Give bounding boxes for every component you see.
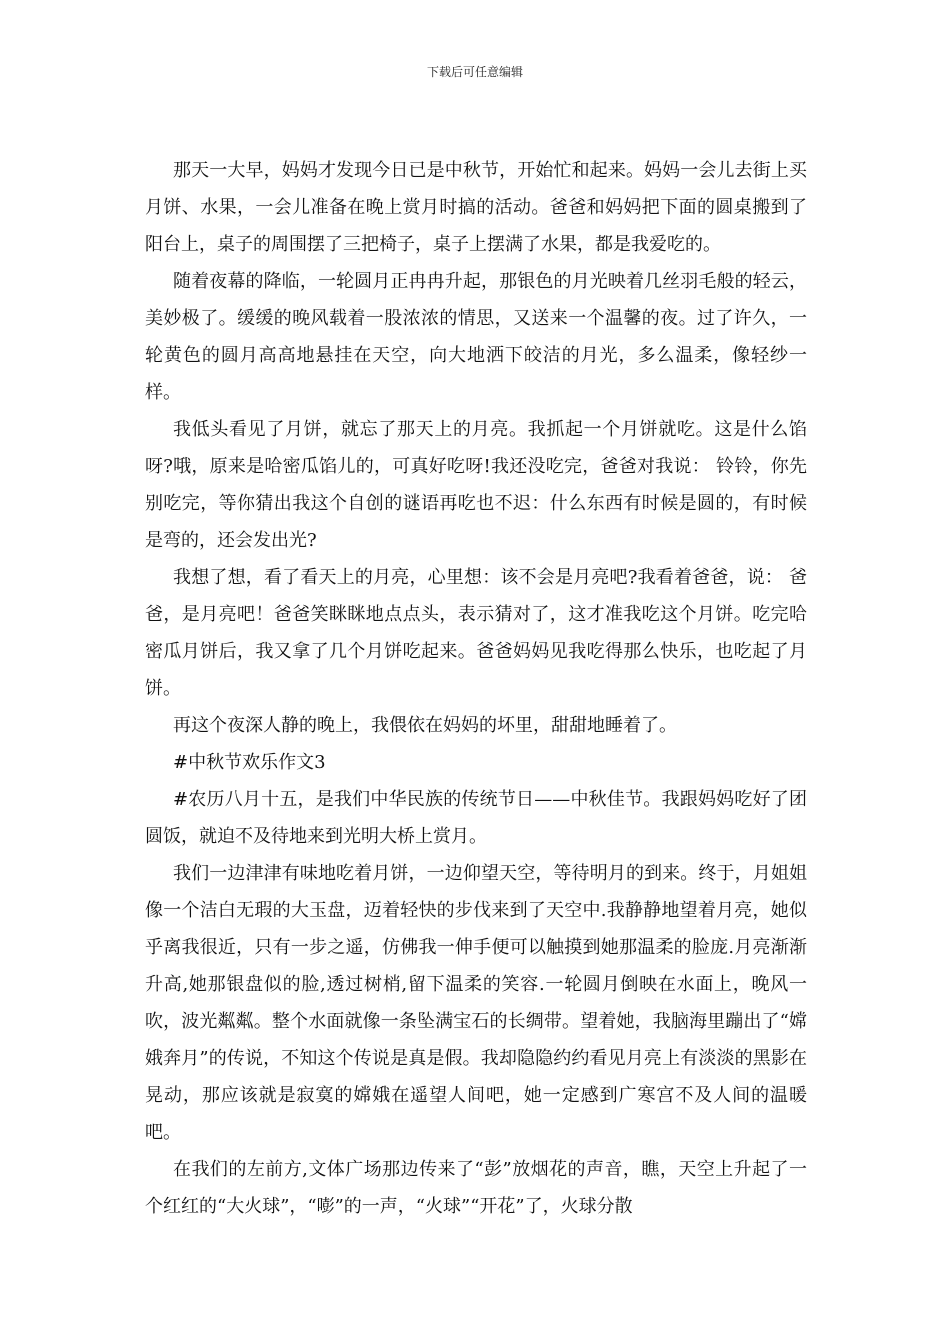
page-header: 下载后可任意编辑	[426, 65, 523, 79]
paragraph-1: 那天一大早，妈妈才发现今日已是中秋节，开始忙和起来。妈妈一会儿去街上买月饼、水果，一会儿准备在晚上赏月时搞的活动。爸爸和妈妈把下面的圆桌搬到了阳台上，桌子的周围摆了三把椅子，桌子上摆满了水果，都是我爱吃的。	[145, 160, 807, 255]
paragraph-6: #农历八月十五，是我们中华民族的传统节日——中秋佳节。我跟妈妈吃好了团圆饭，就迫不及待地来到光明大桥上赏月。	[145, 789, 807, 847]
document-body	[145, 152, 807, 1225]
paragraph-8: 在我们的左前方,文体广场那边传来了“彭”放烟花的声音，瞧，天空上升起了一个红红的“大火球”，“嘭”的一声，“火球”“开花”了，火球分散	[145, 1159, 807, 1217]
paragraph-4: 我想了想，看了看天上的月亮，心里想：该不会是月亮吧?我看着爸爸，说： 爸爸，是月亮吧！爸爸笑眯眯地点点头，表示猜对了，这才准我吃这个月饼。吃完哈密瓜月饼后，我又拿了几个月饼吃起来。爸爸妈妈见我吃得那么快乐，也吃起了月饼。	[145, 567, 807, 699]
paragraph-7: 我们一边津津有味地吃着月饼，一边仰望天空，等待明月的到来。终于，月姐姐像一个洁白无瑕的大玉盘，迈着轻快的步伐来到了天空中.我静静地望着月亮，她似乎离我很近，只有一步之遥，仿佛我一伸手便可以触摸到她那温柔的脸庞.月亮渐渐升高,她那银盘似的脸,透过树梢,留下温柔的笑容.一轮圆月倒映在水面上，晚风一吹，波光粼粼。整个水面就像一条坠满宝石的长绸带。望着她，我脑海里蹦出了“嫦娥奔月”的传说，不知这个传说是真是假。我却隐隐约约看见月亮上有淡淡的黑影在晃动，那应该就是寂寞的嫦娥在遥望人间吧，她一定感到广寒宫不及人间的温暖吧。	[145, 863, 807, 1143]
section-heading: #中秋节欢乐作文3	[173, 752, 326, 773]
paragraph-2: 随着夜幕的降临，一轮圆月正冉冉升起，那银色的月光映着几丝羽毛般的轻云，美妙极了。缓缓的晚风载着一股浓浓的情思，又送来一个温馨的夜。过了许久，一轮黄色的圆月高高地悬挂在天空，向大地洒下皎洁的月光，多么温柔，像轻纱一样。	[145, 271, 807, 403]
paragraph-3: 我低头看见了月饼，就忘了那天上的月亮。我抓起一个月饼就吃。这是什么馅呀?哦，原来是哈密瓜馅儿的，可真好吃呀!我还没吃完，爸爸对我说： 铃铃，你先别吃完，等你猜出我这个自创的谜语再吃也不迟：什么东西有时候是圆的，有时候是弯的，还会发出光?	[145, 419, 807, 551]
paragraph-5: 再这个夜深人静的晚上，我偎依在妈妈的坏里，甜甜地睡着了。	[173, 715, 677, 736]
